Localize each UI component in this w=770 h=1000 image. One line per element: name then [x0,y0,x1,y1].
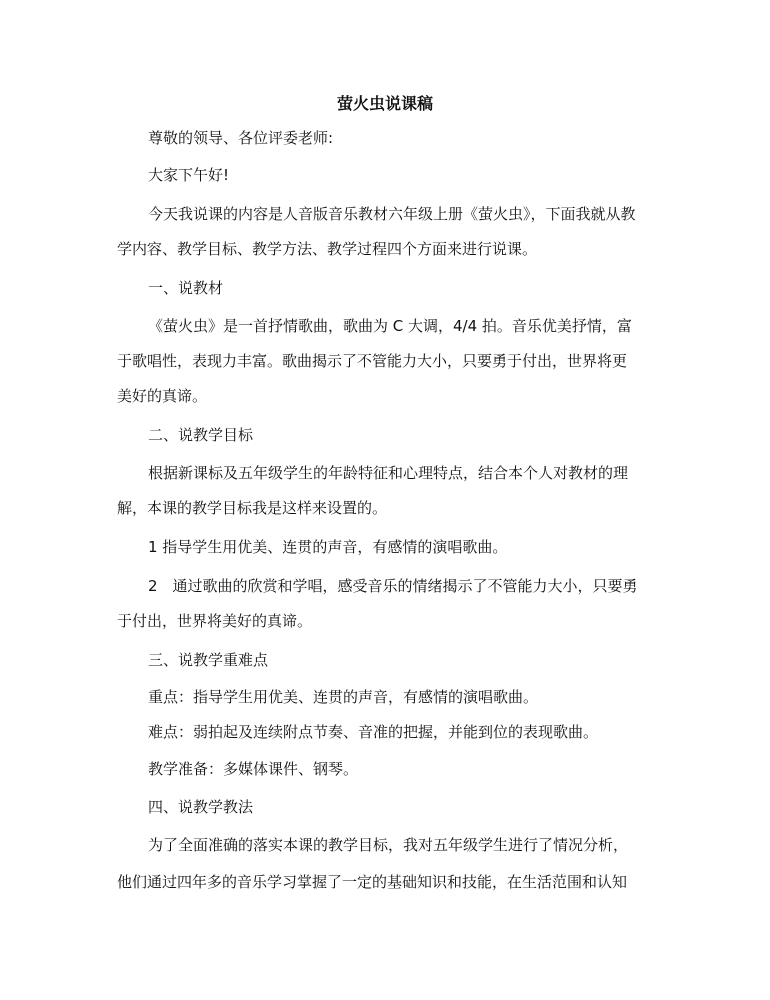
material-paragraph-line: 于歌唱性，表现力丰富。歌曲揭示了不管能力大小，只要勇于付出，世界将更 [117,352,628,370]
method-paragraph-line: 为了全面准确的落实本课的教学目标，我对五年级学生进行了情况分析， [148,836,629,854]
section-heading: 二、说教学目标 [148,426,254,444]
method-paragraph-line: 他们通过四年多的音乐学习掌握了一定的基础知识和技能，在生活范围和认知 [117,873,628,891]
section-heading: 一、说教材 [148,279,224,297]
salutation: 尊敬的领导、各位评委老师: [148,129,334,147]
difficult-point: 难点：弱拍起及连续附点节奏、音准的把握，并能到位的表现歌曲。 [148,723,599,741]
goal-item: 1 指导学生用优美、连贯的声音，有感情的演唱歌曲。 [148,538,508,556]
section-heading: 四、说教学教法 [148,798,254,816]
goals-paragraph-line: 根据新课标及五年级学生的年龄特征和心理特点，结合本个人对教材的理 [148,464,629,482]
goal-item: 于付出，世界将美好的真谛。 [117,612,313,630]
material-paragraph-line: 美好的真谛。 [117,387,208,405]
intro-paragraph-line: 今天我说课的内容是人音版音乐教材六年级上册《萤火虫》，下面我就从教 [148,205,636,223]
material-paragraph-line: 《萤火虫》是一首抒情歌曲，歌曲为 C 大调，4/4 拍。音乐优美抒情，富 [148,317,632,335]
goal-item: 2 通过歌曲的欣赏和学唱，感受音乐的情绪揭示了不管能力大小，只要勇 [148,577,638,595]
intro-paragraph-line: 学内容、教学目标、教学方法、教学过程四个方面来进行说课。 [117,240,538,258]
document-title: 萤火虫说课稿 [336,94,433,113]
greeting: 大家下午好! [148,166,230,184]
teaching-preparation: 教学准备：多媒体课件、钢琴。 [148,760,359,778]
goals-paragraph-line: 解，本课的教学目标我是这样来设置的。 [117,499,388,517]
section-heading: 三、说教学重难点 [148,651,269,669]
key-point: 重点：指导学生用优美、连贯的声音，有感情的演唱歌曲。 [148,688,539,706]
